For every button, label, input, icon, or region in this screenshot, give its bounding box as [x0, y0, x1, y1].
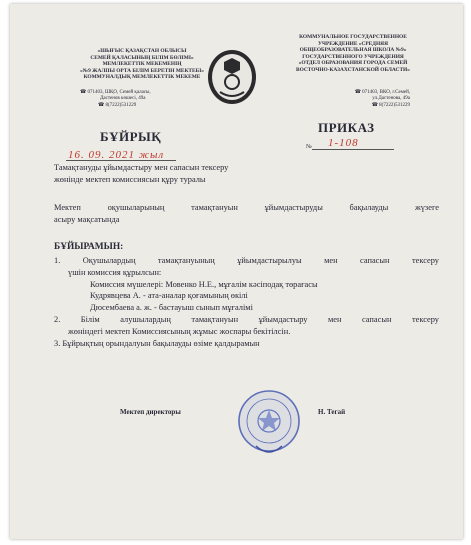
commission-member: Дюсембаева а. ж. - бастауыш сынып мұғалімі	[90, 303, 253, 313]
left-address: ☎ 071403, ШҚО, Семей қаласы, Дастенов көшесі, 49а ☎ 8(7222)531229	[80, 90, 151, 108]
order-date: 16. 09. 2021 жыл	[68, 149, 165, 161]
right-organization-header: КОММУНАЛЬНОЕ ГОСУДАРСТВЕННОЕ УЧРЕЖДЕНИЕ «СРЕДНЯЯ ОБЩЕОБРАЗОВАТЕЛЬНАЯ ШКОЛА №9» ГОСУДАРСТВЕННОГО УЧРЕЖДЕНИЯ «ОТДЕЛ ОБРАЗОВАНИЯ ГОРОДА СЕМЕЙ ВОСТОЧНО-КАЗАХСТАНСКОЙ ОБЛАСТИ»	[296, 34, 410, 73]
right-address: ☎ 071403, ВКО, г.Семей, ул.Дастенова, 49а ☎ 8(7222)531229	[354, 90, 410, 108]
official-stamp-icon	[236, 388, 302, 454]
item-1: 1. Оқушылардың тамақтануының ұйымдастырылуы мен сапасын тексеру	[54, 256, 439, 265]
title-russian: ПРИКАЗ	[318, 120, 375, 135]
left-organization-header: «ШЫҒЫС ҚАЗАҚСТАН ОБЛЫСЫ СЕМЕЙ ҚАЛАСЫНЫҢ БІЛІМ БӨЛІМІ» МЕМЛЕКЕТТІК МЕКЕМЕНІҢ «№9 ЖАЛПЫ ОРТА БІЛІМ БЕРЕТІН МЕКТЕБІ» КОММУНАЛДЫҚ МЕМЛЕКЕТТІК МЕКЕМЕ	[80, 48, 204, 81]
order-number: 1-108	[328, 137, 359, 149]
school-logo-icon	[206, 48, 258, 106]
number-underline	[312, 149, 394, 150]
document-page	[10, 4, 463, 539]
director-name: Н. Тегай	[318, 408, 346, 416]
director-role: Мектеп директоры	[120, 408, 181, 416]
title-kazakh: БҰЙРЫҚ	[100, 129, 162, 144]
order-heading: БҰЙЫРАМЫН:	[54, 242, 124, 252]
date-underline	[66, 160, 176, 161]
commission-member: Кудрявцева А. - ата-аналар қоғамының өкілі	[90, 291, 248, 301]
order-subject: Тамақтануды ұйымдастыру мен сапасын тексеру жөнінде мектеп комиссиясын құру туралы	[54, 163, 229, 184]
order-intro: Мектеп оқушыларының тамақтануын ұйымдастыруды бақылауды жүзеге асыру мақсатында	[54, 203, 439, 224]
order-items: 1. Оқушылардың тамақтануының ұйымдастырылуы мен сапасын тексеру үшін комиссия құрылсын: Комиссия мүшелері: Мовенко Н.Е., мұғалім кәсіподақ төрағасы Кудрявцева А. - ата-аналар қоғамының өкілі Дюсембаева а. ж. - бастауыш сынып мұғалімі 2. Білім алушылардың тамақтануын ұйымдастыру мен сапасын тексеру жөніндегі мектеп Комиссиясының жұмыс жоспары бекітілсін. 3. Бұйрықтың орындалуын бақылауды өзіме қалдырамын	[54, 256, 439, 348]
commission-member: Комиссия мүшелері: Мовенко Н.Е., мұғалім кәсіподақ төрағасы	[90, 279, 318, 289]
number-label: №	[306, 144, 312, 150]
item-3: 3. Бұйрықтың орындалуын бақылауды өзіме қалдырамын	[54, 338, 260, 348]
item-2: 2. Білім алушылардың тамақтануын ұйымдастыру мен сапасын тексеру	[54, 314, 439, 324]
